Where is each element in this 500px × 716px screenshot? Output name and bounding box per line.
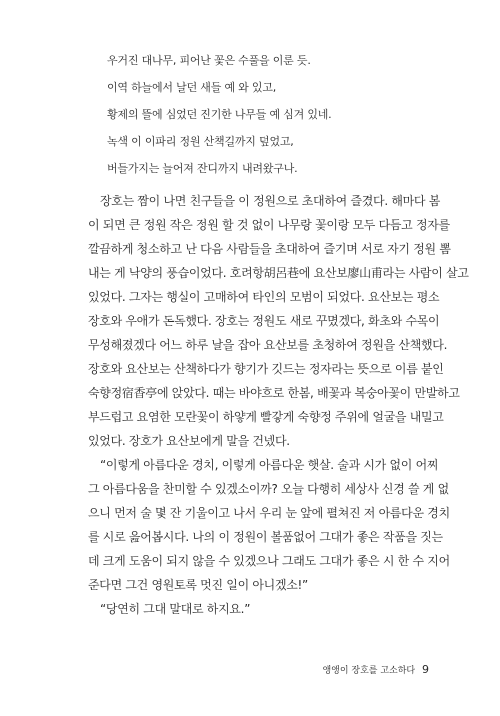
prose-line: 장호와 요산보는 산책하다가 향기가 깃드는 정자라는 뜻으로 이름 붙인 [88, 362, 444, 376]
prose-line: “당연히 그대 말대로 하지요.” [100, 602, 251, 616]
prose-line: 있었다. 장호가 요산보에게 말을 건넸다. [88, 434, 290, 448]
prose-line: 무성해졌겠다 어느 하루 날을 잡아 요산보를 초청하여 정원을 산책했다. [88, 338, 448, 352]
page-number: 9 [422, 663, 429, 676]
page-footer [322, 663, 429, 676]
prose-line: 내는 게 낙양의 풍습이었다. 호려항胡呂巷에 요산보廖山甫라는 사람이 살고 [88, 266, 469, 280]
prose-line: 준다면 그건 영원토록 멋진 일이 아니겠소!” [88, 578, 308, 592]
prose-line: 있었다. 그자는 행실이 고매하여 타인의 모범이 되었다. 요산보는 평소 [88, 290, 440, 304]
poem-block [107, 55, 331, 190]
prose-line: 부드럽고 요염한 모란꽃이 하얗게 빨갛게 숙향정 주위에 얼굴을 내밀고 [88, 410, 444, 424]
poem-line: 황제의 뜰에 심었던 진기한 나무들 예 심겨 있네. [107, 108, 332, 121]
prose-line: 숙향정宿香亭에 앉았다. 때는 바야흐로 한봄, 배꽃과 복숭아꽃이 만발하고 [88, 386, 460, 400]
prose-line: 으니 먼저 술 몇 잔 기울이고 나서 우리 눈 앞에 펼쳐진 저 아름다운 경치 [88, 506, 450, 520]
poem-line: 이역 하늘에서 날던 새들 예 와 있고, [107, 81, 277, 94]
prose-line: 를 시로 읊어봅시다. 나의 이 정원이 볼품없어 그대가 좋은 작품을 짓는 [88, 530, 443, 544]
prose-line: 데 크게 도움이 되지 않을 수 있겠으나 그래도 그대가 좋은 시 한 수 지어 [88, 554, 450, 568]
prose-line: 그 아름다움을 찬미할 수 있겠소이까? 오늘 다행히 세상사 신경 쓸 게 없 [88, 482, 449, 496]
prose-line: 장호와 우애가 돈독했다. 장호는 정원도 새로 꾸몄겠다, 화초와 수목이 [88, 314, 440, 328]
poem-line: 녹색 이 이파리 정원 산책길까지 덮었고, [107, 135, 294, 148]
prose-line: 이 되면 큰 정원 작은 정원 할 것 없이 나무랑 꽃이랑 모두 다듬고 정자를 [88, 218, 450, 232]
prose-line: 장호는 짬이 나면 친구들을 이 정원으로 초대하여 즐겼다. 해마다 봄 [100, 194, 441, 208]
prose-block [88, 194, 469, 627]
prose-line: 깔끔하게 청소하고 난 다음 사람들을 초대하여 즐기며 서로 자기 정원 뽐 [88, 242, 451, 256]
prose-line: “이렇게 아름다운 경치, 이렇게 아름다운 햇살. 술과 시가 없이 어찌 [100, 458, 439, 472]
poem-line: 우거진 대나무, 피어난 꽃은 수풀을 이룬 듯. [107, 54, 311, 67]
running-title: 앵앵이 장호를 고소하다 [322, 666, 416, 676]
poem-line: 버들가지는 늘어져 잔디까지 내려왔구나. [107, 162, 298, 175]
